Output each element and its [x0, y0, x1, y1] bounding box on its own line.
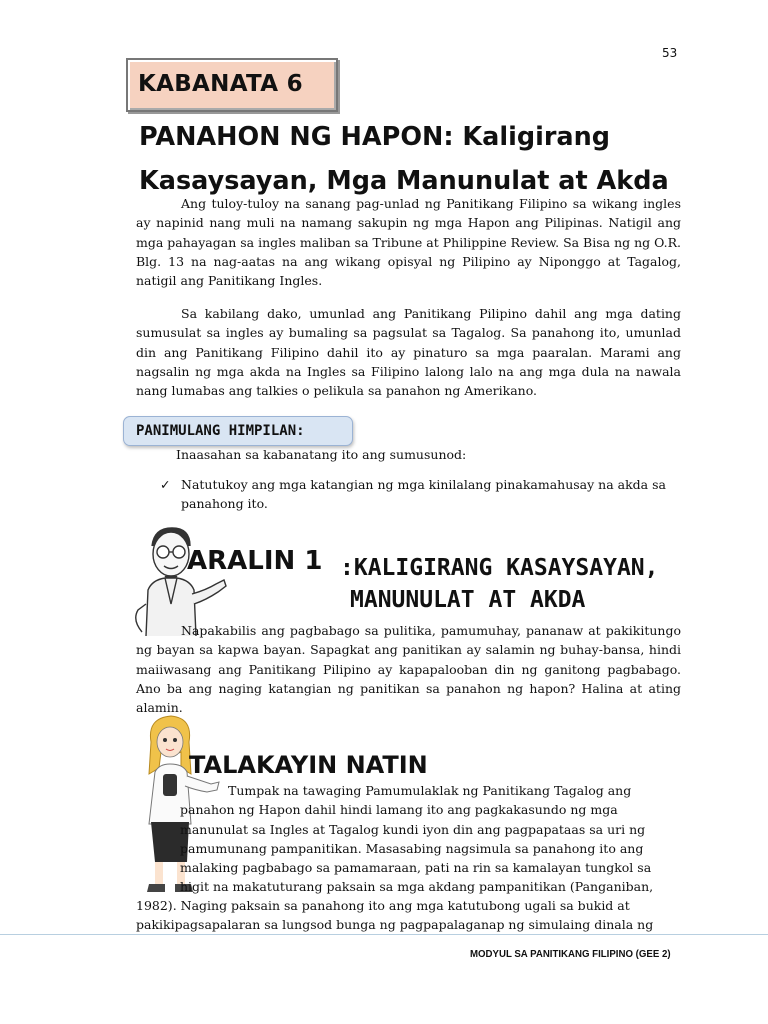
footer-text: MODYUL SA PANITIKANG FILIPINO (GEE 2) — [470, 948, 671, 960]
talakayin-line: malaking pagbabago sa pamamaraan, pati na rin sa kamalayan tungkol sa — [180, 860, 652, 876]
aralin-title-line2: MANUNULAT AT AKDA — [350, 587, 586, 613]
page-title — [139, 115, 739, 203]
intro-paragraph-1 — [136, 194, 681, 290]
page-number: 53 — [662, 46, 678, 60]
intro-text-1: Ang tuloy-tuloy na sanang pag-unlad ng Panitikang Filipino sa wikang ingles ay napinid nang muli na namang sakupin ng mga Hapon ang Pilipinas. Natigil ang mga pahayagan sa ingles maliban sa Tribune at Philippine Review. Sa Bisa ng ng O.R. Blg. 13 na nag-aatas na ang wikang opisyal ng Pilipino ay Niponggo at Tagalog, natigil ang Panitikang Ingles. — [136, 196, 682, 289]
himpilan-label-box — [123, 416, 353, 446]
objective-text: Natutukoy ang mga katangian ng mga kinilalang pinakamahusay na akda sa panahong ito. — [181, 477, 666, 511]
page-title-line2: Kasaysayan, Mga Manunulat at Akda — [139, 166, 669, 196]
intro-text-2: Sa kabilang dako, umunlad ang Panitikang Pilipino dahil ang mga dating sumusulat sa ingles ay bumaling sa pagsulat sa Tagalog. Sa panahong ito, umunlad din ang Panitikang Filipino dahil ito ay pinaturo sa mga paaralan. Marami ang nagsalin ng mga akda na Ingles sa Filipino lalong lalo na ang mga dula na nawala nang lumabas ang talkies o pelikula sa panahon ng Amerikano. — [136, 306, 681, 399]
talakayin-heading: TALAKAYIN NATIN — [189, 751, 428, 779]
chapter-label: KABANATA 6 — [138, 71, 303, 97]
talakayin-body-continued — [136, 896, 653, 935]
talakayin-line: pakikipagsapalaran sa lungsod bunga ng pagpapalaganap ng simulaing dinala ng — [136, 917, 654, 933]
teacher-illustration-icon — [132, 524, 228, 636]
talakayin-line: pamumunang pampanitikan. Masasabing nagsimula sa panahong ito ang — [180, 840, 644, 856]
aralin-paragraph — [136, 621, 681, 717]
intro-paragraph-2 — [136, 304, 681, 400]
himpilan-label: PANIMULANG HIMPILAN: — [136, 423, 305, 439]
chapter-label-box — [126, 58, 338, 112]
talakayin-body — [180, 781, 653, 897]
talakayin-line: higit na makatuturang paksain sa mga akdang pampanitikan (Panganiban, — [180, 879, 654, 895]
checkmark-icon: ✓ — [160, 477, 171, 492]
aralin-title-line1: :KALIGIRANG KASAYSAYAN, — [340, 555, 659, 581]
footer-divider — [0, 934, 768, 935]
aralin-number: ARALIN 1 — [187, 546, 323, 576]
talakayin-line: manunulat sa Ingles at Tagalog kundi iyon din ang pagpapataas sa uri ng — [180, 821, 646, 837]
page-title-line1: PANAHON NG HAPON: Kaligirang — [139, 122, 611, 152]
talakayin-line: 1982). Naging paksain sa panahong ito ang mga katutubong ugali sa bukid at — [136, 898, 630, 913]
expectation-text: Inaasahan sa kabanatang ito ang sumusunod: — [176, 447, 467, 462]
talakayin-line: Tumpak na tawaging Pamumulaklak ng Panitikang Tagalog ang — [228, 783, 632, 798]
talakayin-line: panahon ng Hapon dahil hindi lamang ito ang pagkakasundo ng mga — [180, 802, 618, 818]
aralin-text: Napakabilis ang pagbabago sa pulitika, pamumuhay, pananaw at pakikitungo ng bayan sa kapwa bayan. Sapagkat ang panitikan ay salamin ng buhay-bansa, hindi maiiwasang ang Panitikang Pilipino ay kapapalooban din ng ganitong pagbabago. Ano ba ang naging katangian ng panitikan sa panahon ng hapon? Halina at ating alamin. — [136, 623, 681, 716]
